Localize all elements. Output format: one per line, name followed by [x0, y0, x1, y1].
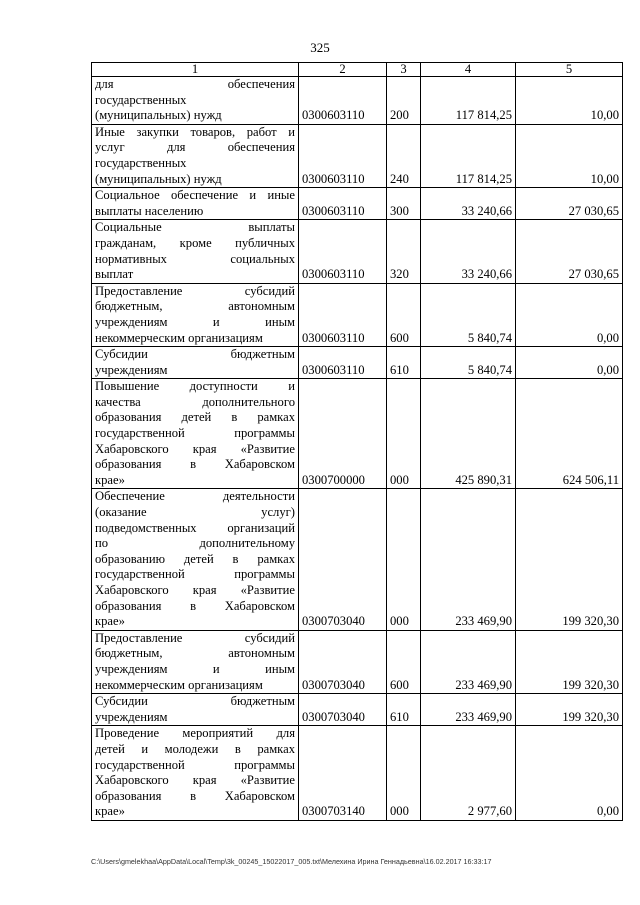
row-description: [92, 283, 299, 346]
description-line: Повышение доступности и: [95, 379, 295, 394]
expense-type-cell: 000: [387, 379, 421, 489]
description-line: Хабаровского края «Развитие: [95, 583, 295, 597]
amount-2-cell: 10,00: [516, 77, 623, 125]
amount-1-cell: 5 840,74: [421, 283, 516, 346]
description-line: государственной программы: [95, 426, 295, 441]
target-code-cell: 0300603110: [299, 283, 387, 346]
description-line: крае»: [95, 614, 125, 629]
description-line: бюджетным, автономным: [95, 646, 295, 661]
table-row: [92, 220, 623, 283]
expense-type-cell: 320: [387, 220, 421, 283]
amount-1-cell: 5 840,74: [421, 347, 516, 379]
table-row: [92, 347, 623, 379]
target-code-cell: 0300703140: [299, 726, 387, 821]
amount-1-cell: 117 814,25: [421, 77, 516, 125]
amount-1-cell: 233 469,90: [421, 694, 516, 726]
amount-2-cell: 0,00: [516, 347, 623, 379]
target-code-cell: 0300700000: [299, 379, 387, 489]
description-line: Хабаровского края «Развитие: [95, 773, 295, 788]
amount-2-cell: 10,00: [516, 124, 623, 187]
row-description: [92, 726, 299, 821]
description-line: Хабаровского края «Развитие: [95, 441, 295, 456]
table-row: [92, 630, 623, 693]
description-line: Проведение мероприятий для: [95, 726, 295, 741]
amount-1-cell: 2 977,60: [421, 726, 516, 821]
amount-2-cell: 27 030,65: [516, 220, 623, 283]
row-description: [92, 188, 299, 220]
table-row: [92, 188, 623, 220]
description-line: учреждениям: [95, 709, 168, 724]
target-code-cell: 0300603110: [299, 188, 387, 220]
expense-type-cell: 610: [387, 694, 421, 726]
description-line: Социальные выплаты: [95, 220, 295, 235]
description-line: государственных: [95, 92, 187, 107]
budget-table: [91, 62, 623, 821]
table-row: [92, 489, 623, 630]
description-line: некоммерческим организациям: [95, 677, 263, 692]
table-row: [92, 694, 623, 726]
target-code-cell: 0300603110: [299, 347, 387, 379]
amount-1-cell: 33 240,66: [421, 220, 516, 283]
description-line: государственной программы: [95, 757, 295, 772]
description-line: (муниципальных) нужд: [95, 171, 222, 186]
description-line: государственной программы: [95, 567, 295, 582]
amount-2-cell: 0,00: [516, 726, 623, 821]
table-header-row: [92, 63, 623, 77]
target-code-cell: 0300703040: [299, 694, 387, 726]
description-line: (муниципальных) нужд: [95, 108, 222, 123]
description-line: Иные закупки товаров, работ и: [95, 124, 295, 139]
row-description: [92, 489, 299, 630]
description-line: Предоставление субсидий: [95, 283, 295, 298]
table-row: [92, 283, 623, 346]
description-line: выплат: [95, 267, 134, 282]
description-line: детей и молодежи в рамках: [95, 741, 295, 756]
amount-1-cell: 425 890,31: [421, 379, 516, 489]
amount-2-cell: 0,00: [516, 283, 623, 346]
description-line: гражданам, кроме публичных: [95, 235, 295, 250]
description-line: крае»: [95, 472, 125, 487]
amount-2-cell: 199 320,30: [516, 694, 623, 726]
table-row: [92, 124, 623, 187]
description-line: выплаты населению: [95, 203, 204, 218]
column-header: 5: [516, 63, 623, 77]
description-line: учреждениям: [95, 362, 168, 377]
target-code-cell: 0300603110: [299, 220, 387, 283]
row-description: [92, 694, 299, 726]
column-header: 4: [421, 63, 516, 77]
expense-type-cell: 600: [387, 630, 421, 693]
description-line: Субсидии бюджетным: [95, 694, 295, 709]
row-description: [92, 630, 299, 693]
description-line: нормативных социальных: [95, 251, 295, 266]
amount-1-cell: 33 240,66: [421, 188, 516, 220]
description-line: по дополнительному: [95, 536, 295, 551]
row-description: [92, 220, 299, 283]
description-line: учреждениям и иным: [95, 314, 295, 329]
expense-type-cell: 000: [387, 726, 421, 821]
description-line: (оказание услуг): [95, 505, 295, 520]
description-line: некоммерческим организациям: [95, 330, 263, 345]
amount-1-cell: 117 814,25: [421, 124, 516, 187]
amount-2-cell: 199 320,30: [516, 489, 623, 630]
expense-type-cell: 610: [387, 347, 421, 379]
table-row: [92, 726, 623, 821]
description-line: учреждениям и иным: [95, 661, 295, 676]
expense-type-cell: 200: [387, 77, 421, 125]
description-line: качества дополнительного: [95, 394, 295, 409]
description-line: образованию детей в рамках: [95, 551, 295, 566]
description-line: образования в Хабаровском: [95, 598, 295, 613]
expense-type-cell: 000: [387, 489, 421, 630]
amount-2-cell: 624 506,11: [516, 379, 623, 489]
table-row: [92, 77, 623, 125]
amount-2-cell: 199 320,30: [516, 630, 623, 693]
description-line: подведомственных организаций: [95, 520, 295, 535]
expense-type-cell: 300: [387, 188, 421, 220]
page-number: 325: [310, 40, 330, 55]
description-line: Субсидии бюджетным: [95, 347, 295, 362]
table-row: [92, 379, 623, 489]
row-description: [92, 124, 299, 187]
file-path-footer: C:\Users\gmelekhaa\AppData\Local\Temp\3k_00245_15022017_005.txt\Мелехина Ирина Геннадьевна\16.02.2017 16:33:17: [91, 857, 492, 866]
target-code-cell: 0300603110: [299, 77, 387, 125]
row-description: [92, 77, 299, 125]
row-description: [92, 347, 299, 379]
description-line: Обеспечение деятельности: [95, 489, 295, 504]
expense-type-cell: 240: [387, 124, 421, 187]
amount-1-cell: 233 469,90: [421, 630, 516, 693]
column-header: 1: [92, 63, 299, 77]
description-line: крае»: [95, 804, 125, 819]
column-header: 2: [299, 63, 387, 77]
target-code-cell: 0300703040: [299, 489, 387, 630]
expense-type-cell: 600: [387, 283, 421, 346]
amount-2-cell: 27 030,65: [516, 188, 623, 220]
target-code-cell: 0300703040: [299, 630, 387, 693]
description-line: образования в Хабаровском: [95, 457, 295, 472]
row-description: [92, 379, 299, 489]
description-line: образования детей в рамках: [95, 410, 295, 425]
column-header: 3: [387, 63, 421, 77]
description-line: услуг для обеспечения: [95, 140, 295, 155]
description-line: образования в Хабаровском: [95, 788, 295, 803]
target-code-cell: 0300603110: [299, 124, 387, 187]
description-line: Предоставление субсидий: [95, 630, 295, 645]
amount-1-cell: 233 469,90: [421, 489, 516, 630]
description-line: бюджетным, автономным: [95, 299, 295, 314]
description-line: государственных: [95, 155, 187, 170]
description-line: для обеспечения: [95, 77, 295, 91]
description-line: Социальное обеспечение и иные: [95, 188, 295, 203]
